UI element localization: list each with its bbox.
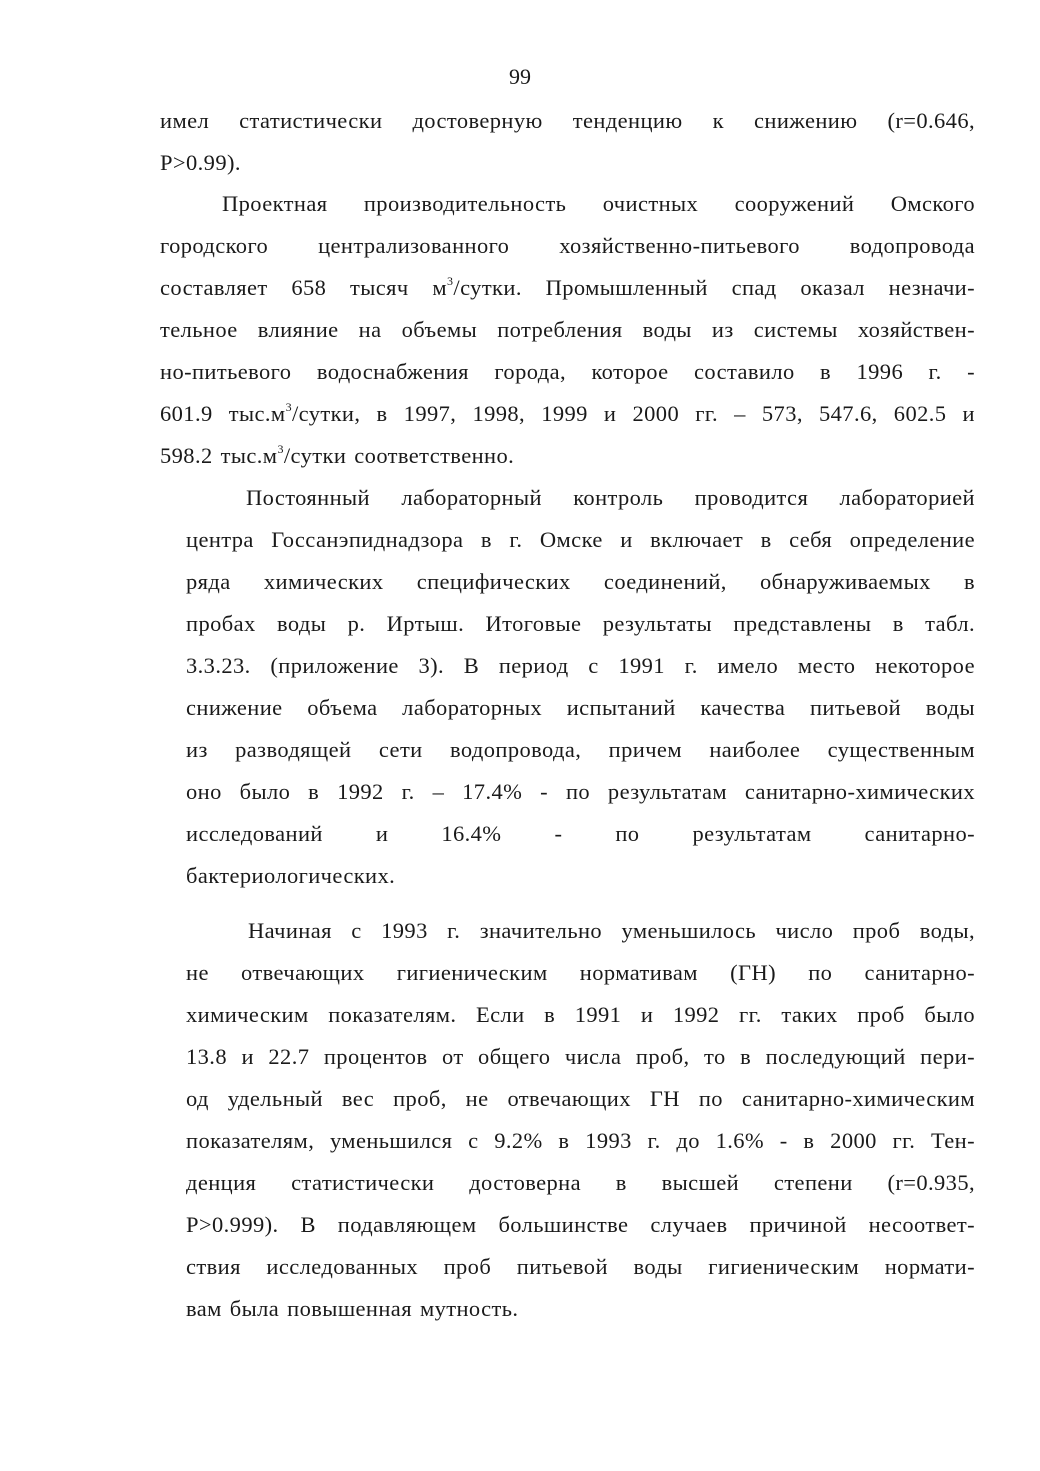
paragraph-1 [160, 100, 975, 184]
text-line: имел статистически достоверную тенденцию к снижению (r=0.646, [160, 108, 975, 133]
text-line: денция статистически достоверна в высшей степени (r=0.935, [186, 1170, 975, 1195]
text-line: снижение объема лабораторных испытаний качества питьевой воды [186, 695, 975, 720]
paragraph-4 [186, 910, 975, 1330]
text-line: P>0.999). В подавляющем большинстве случаев причиной несоответ- [186, 1212, 975, 1237]
text-line: химическим показателям. Если в 1991 и 1992 гг. таких проб было [186, 1002, 975, 1027]
text-line: городского централизованного хозяйственно-питьевого водопровода [160, 233, 975, 258]
paragraph-3 [186, 477, 975, 897]
text-line: вам была повышенная мутность. [186, 1296, 519, 1321]
text-line: бактериологических. [186, 863, 396, 888]
text-segment: составляет 658 тысяч м [160, 275, 448, 300]
text-line: центра Госсанэпиднадзора в г. Омске и включает в себя определение [186, 527, 975, 552]
text-line: Постоянный лабораторный контроль проводится лабораторией [246, 485, 975, 510]
text-segment: 598.2 тыс.м [160, 443, 278, 468]
text-segment: /сутки. Промышленный спад оказал незначи- [453, 275, 976, 300]
text-line: оно было в 1992 г. – 17.4% - по результатам санитарно-химических [186, 779, 975, 804]
text-line: Проектная производительность очистных сооружений Омского [222, 191, 975, 216]
superscript: 3 [277, 442, 284, 456]
text-segment: /сутки, в 1997, 1998, 1999 и 2000 гг. – 573, 547.6, 602.5 и [291, 401, 975, 426]
text-line: 13.8 и 22.7 процентов от общего числа проб, то в последующий пери- [186, 1044, 975, 1069]
text-line: тельное влияние на объемы потребления воды из системы хозяйствен- [160, 317, 975, 342]
text-line: 3.3.23. (приложение 3). В период с 1991 г. имело место некоторое [186, 653, 975, 678]
text-line: ряда химических специфических соединений, обнаруживаемых в [186, 569, 975, 594]
text-line: P>0.99). [160, 150, 241, 175]
text-segment: 601.9 тыс.м [160, 401, 286, 426]
text-line: пробах воды р. Иртыш. Итоговые результаты представлены в табл. [186, 611, 975, 636]
text-line [160, 267, 975, 309]
superscript: 3 [447, 274, 454, 288]
text-line: ствия исследованных проб питьевой воды гигиеническим нормати- [186, 1254, 975, 1279]
text-line [160, 393, 975, 435]
page-number: 99 [509, 64, 531, 89]
text-line: из разводящей сети водопровода, причем наиболее существенным [186, 737, 975, 762]
text-line: Начиная с 1993 г. значительно уменьшилось число проб воды, [248, 918, 975, 943]
text-line: но-питьевого водоснабжения города, которое составило в 1996 г. - [160, 359, 975, 384]
text-line: исследований и 16.4% - по результатам санитарно- [186, 821, 975, 846]
text-line: не отвечающих гигиеническим нормативам (ГН) по санитарно- [186, 960, 975, 985]
text-line: показателям, уменьшился с 9.2% в 1993 г. до 1.6% - в 2000 гг. Тен- [186, 1128, 975, 1153]
text-line [160, 435, 975, 477]
text-segment: /сутки соответственно. [283, 443, 515, 468]
paragraph-2 [160, 183, 975, 477]
text-line: од удельный вес проб, не отвечающих ГН по санитарно-химическим [186, 1086, 975, 1111]
superscript: 3 [285, 400, 292, 414]
